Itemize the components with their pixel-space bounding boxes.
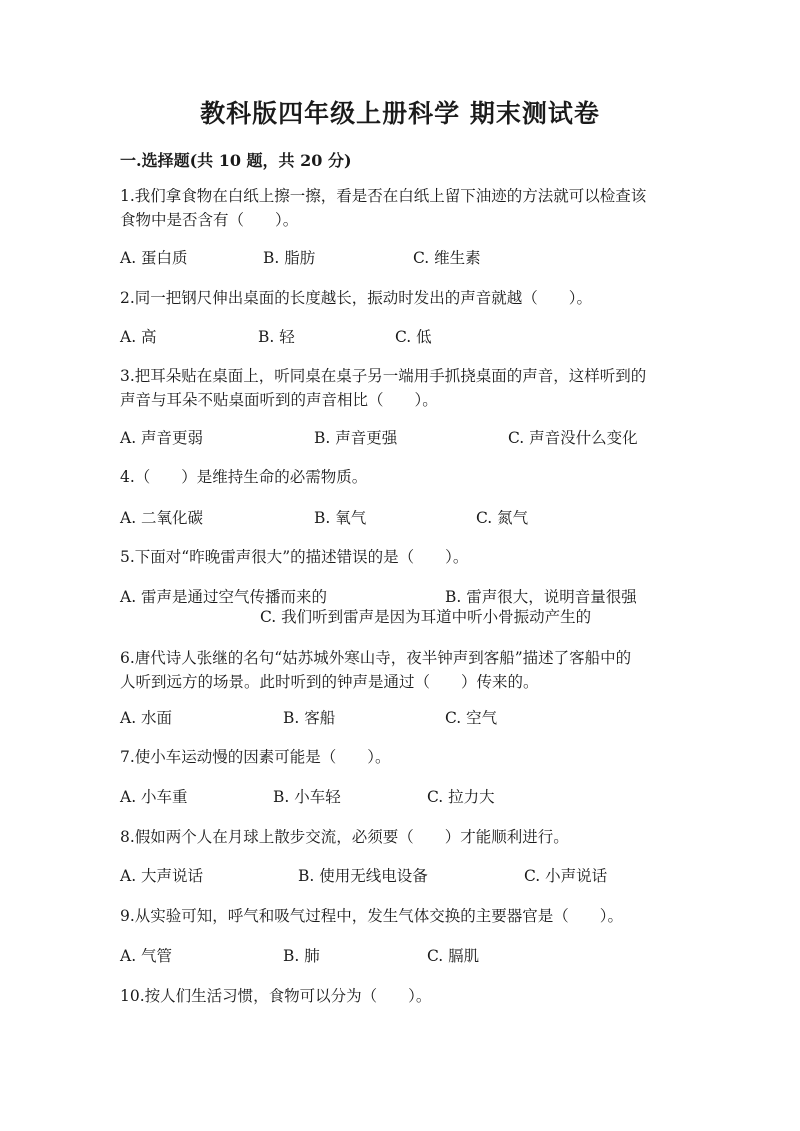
option-b[interactable]: B. 客船 (283, 709, 336, 727)
option-c[interactable]: C. 拉力大 (427, 788, 495, 806)
option-a[interactable]: A. 二氧化碳 (120, 509, 204, 527)
option-a[interactable]: A. 高 (120, 328, 157, 346)
question-4-text (120, 465, 680, 489)
option-a[interactable]: A. 雷声是通过空气传播而来的 (120, 588, 328, 606)
option-b[interactable]: B. 使用无线电设备 (298, 867, 428, 885)
option-a[interactable]: A. 蛋白质 (120, 249, 188, 267)
option-b[interactable]: B. 轻 (258, 328, 295, 346)
question-2-text (120, 286, 680, 310)
option-a[interactable]: A. 小车重 (120, 788, 188, 806)
question-line: 食物中是否含有（ ）。 (120, 211, 299, 229)
option-b[interactable]: B. 脂肪 (263, 249, 316, 267)
question-5-text (120, 545, 680, 569)
document-title: 教科版四年级上册科学 期末测试卷 (200, 99, 600, 128)
option-b[interactable]: B. 氧气 (314, 509, 367, 527)
question-line: 3.把耳朵贴在桌面上，听同桌在桌子另一端用手抓挠桌面的声音，这样听到的 (120, 367, 647, 385)
option-a[interactable]: A. 气管 (120, 947, 173, 965)
question-line: 8.假如两个人在月球上散步交流，必须要（ ）才能顺利进行。 (120, 828, 569, 846)
question-1-text (120, 184, 680, 232)
option-c[interactable]: C. 声音没什么变化 (508, 429, 638, 447)
option-b[interactable]: B. 小车轻 (273, 788, 341, 806)
option-c[interactable]: C. 氮气 (476, 509, 529, 527)
question-line: 5.下面对“昨晚雷声很大”的描述错误的是（ ）。 (120, 548, 469, 566)
question-9-text (120, 904, 680, 928)
option-b[interactable]: B. 雷声很大，说明音量很强 (445, 588, 637, 606)
option-a[interactable]: A. 声音更弱 (120, 429, 204, 447)
question-line: 声音与耳朵不贴桌面听到的声音相比（ ）。 (120, 391, 438, 409)
question-line: 1.我们拿食物在白纸上擦一擦，看是否在白纸上留下油迹的方法就可以检查该 (120, 187, 647, 205)
question-line: 人听到远方的场景。此时听到的钟声是通过（ ）传来的。 (120, 673, 539, 691)
question-3-text (120, 364, 680, 412)
option-a[interactable]: A. 水面 (120, 709, 173, 727)
option-a[interactable]: A. 大声说话 (120, 867, 204, 885)
question-8-text (120, 825, 680, 849)
section-heading: 一.选择题(共 10 题，共 20 分) (120, 151, 352, 170)
question-line: 2.同一把钢尺伸出桌面的长度越长，振动时发出的声音就越（ ）。 (120, 289, 593, 307)
question-line: 4.（ ）是维持生命的必需物质。 (120, 468, 368, 486)
option-c[interactable]: C. 小声说话 (524, 867, 608, 885)
option-c[interactable]: C. 低 (395, 328, 432, 346)
question-line: 6.唐代诗人张继的名句“姑苏城外寒山寺，夜半钟声到客船”描述了客船中的 (120, 649, 632, 667)
question-line: 9.从实验可知，呼气和吸气过程中，发生气体交换的主要器官是（ ）。 (120, 907, 624, 925)
question-10-text (120, 984, 680, 1008)
option-b[interactable]: B. 声音更强 (314, 429, 398, 447)
option-c[interactable]: C. 膈肌 (427, 947, 480, 965)
question-line: 7.使小车运动慢的因素可能是（ ）。 (120, 748, 391, 766)
option-c[interactable]: C. 空气 (445, 709, 498, 727)
question-7-text (120, 745, 680, 769)
option-c[interactable]: C. 维生素 (413, 249, 481, 267)
option-b[interactable]: B. 肺 (283, 947, 320, 965)
option-c[interactable]: C. 我们听到雷声是因为耳道中听小骨振动产生的 (260, 608, 592, 626)
question-line: 10.按人们生活习惯，食物可以分为（ ）。 (120, 987, 432, 1005)
question-6-text (120, 646, 680, 694)
